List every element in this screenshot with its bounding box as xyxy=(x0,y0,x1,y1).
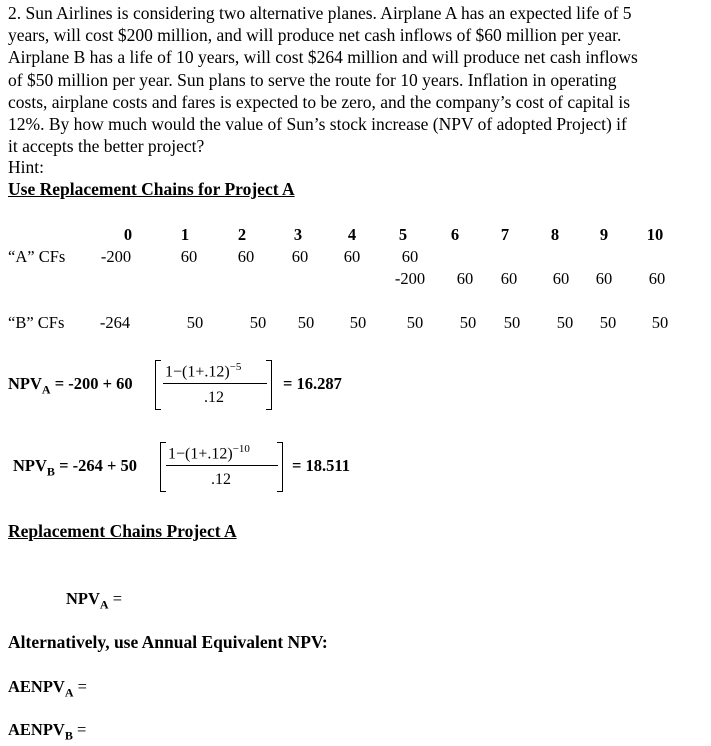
problem-line: 12%. By how much would the value of Sun’s stock increase (NPV of adopted Project) if xyxy=(8,114,627,135)
replacement-chains-project-a-heading: Replacement Chains Project A xyxy=(8,521,237,541)
npv-b-subscript: B xyxy=(46,464,55,479)
b-cf-cell: 50 xyxy=(249,313,267,332)
npv-a-lhs xyxy=(8,374,133,397)
b-cf-cell: 50 xyxy=(556,313,574,332)
b-cf-cell: 50 xyxy=(186,313,204,332)
b-cf-cell: 50 xyxy=(459,313,477,332)
npv-a-subscript: A xyxy=(41,382,51,397)
aenpv-b-suffix: = xyxy=(72,720,87,739)
period-header: 5 xyxy=(398,225,408,244)
b-cf-cell: 50 xyxy=(349,313,367,332)
npv-b-suffix: = -264 + 50 xyxy=(54,456,137,475)
alternatively-text: Alternatively, use Annual Equivalent NPV: xyxy=(8,632,328,652)
npv-b-lhs xyxy=(13,456,137,479)
b-cf-cell: 50 xyxy=(406,313,424,332)
npv-a-blank-suffix: = xyxy=(108,589,123,608)
hint-label: Hint: xyxy=(8,157,44,177)
aenpv-a-prefix: AENPV xyxy=(8,677,65,696)
npv-a-prefix: NPV xyxy=(8,374,42,393)
a-cf-cell: 60 xyxy=(401,247,419,266)
a-cf-cell: 60 xyxy=(648,269,666,288)
npv-a-denominator: .12 xyxy=(204,389,224,406)
aenpv-b-line xyxy=(8,720,86,743)
fraction-bar xyxy=(166,465,278,466)
a-cf-cell: 60 xyxy=(595,269,613,288)
b-cf-cell: 50 xyxy=(503,313,521,332)
a-cf-cell: 60 xyxy=(180,247,198,266)
replacement-chains-heading: Use Replacement Chains for Project A xyxy=(8,179,295,199)
b-cf-cell: 50 xyxy=(599,313,617,332)
npv-b-result: = 18.511 xyxy=(292,456,350,475)
b-cf-cell: -264 xyxy=(99,313,131,332)
a-cf-cell: -200 xyxy=(394,269,426,288)
problem-line: 2. Sun Airlines is considering two alternative planes. Airplane A has an expected life of 5 xyxy=(8,3,632,23)
period-header: 10 xyxy=(646,225,664,244)
a-cf-cell: 60 xyxy=(291,247,309,266)
period-header: 4 xyxy=(347,225,357,244)
a-cf-cell: 60 xyxy=(343,247,361,266)
b-cf-cell: 50 xyxy=(297,313,315,332)
problem-line: costs, airplane costs and fares is expected to be zero, and the company’s cost of capital is xyxy=(8,91,631,112)
problem-text xyxy=(8,2,700,157)
aenpv-a-subscript: A xyxy=(64,685,74,700)
period-header: 3 xyxy=(293,225,303,244)
aenpv-b-subscript: B xyxy=(64,728,73,743)
aenpv-a-suffix: = xyxy=(73,677,87,696)
period-header: 7 xyxy=(500,225,510,244)
period-header: 8 xyxy=(550,225,560,244)
problem-line: years, will cost $200 million, and will produce net cash inflows of $60 million per year. xyxy=(8,25,622,46)
aenpv-b-prefix: AENPV xyxy=(8,720,65,739)
right-bracket xyxy=(266,360,272,410)
npv-a-numerator-base: 1−(1+.12) xyxy=(165,363,230,381)
npv-b-denominator: .12 xyxy=(211,471,231,488)
npv-b-exponent: −10 xyxy=(232,443,250,455)
a-cf-cell: 60 xyxy=(552,269,570,288)
period-header: 0 xyxy=(123,225,133,244)
npv-a-numerator xyxy=(165,361,241,381)
right-bracket xyxy=(277,442,283,492)
npv-a-exponent: −5 xyxy=(229,361,242,373)
npv-a-blank-line xyxy=(66,589,122,612)
period-header: 2 xyxy=(237,225,247,244)
npv-a-blank-subscript: A xyxy=(99,597,109,612)
a-cf-cell: 60 xyxy=(237,247,255,266)
npv-a-result: = 16.287 xyxy=(283,374,342,393)
npv-a-suffix: = -200 + 60 xyxy=(50,374,133,393)
problem-line: it accepts the better project? xyxy=(8,136,205,157)
a-cf-cell: -200 xyxy=(100,247,132,266)
a-cfs-label: “A” CFs xyxy=(8,247,66,266)
npv-a-blank-prefix: NPV xyxy=(66,589,100,608)
npv-b-numerator-base: 1−(1+.12) xyxy=(168,445,233,463)
period-header: 1 xyxy=(180,225,190,244)
left-bracket xyxy=(160,442,166,492)
npv-b-prefix: NPV xyxy=(13,456,47,475)
fraction-bar xyxy=(163,383,267,384)
problem-line: of $50 million per year. Sun plans to serve the route for 10 years. Inflation in operating xyxy=(8,69,617,90)
problem-line: Airplane B has a life of 10 years, will cost $264 million and will produce net cash inflows xyxy=(8,47,638,68)
period-header: 6 xyxy=(450,225,460,244)
period-header: 9 xyxy=(599,225,609,244)
npv-b-numerator xyxy=(168,443,250,463)
aenpv-a-line xyxy=(8,677,87,700)
left-bracket xyxy=(155,360,161,410)
b-cfs-label: “B” CFs xyxy=(8,313,65,332)
a-cf-cell: 60 xyxy=(456,269,474,288)
a-cf-cell: 60 xyxy=(500,269,518,288)
b-cf-cell: 50 xyxy=(651,313,669,332)
